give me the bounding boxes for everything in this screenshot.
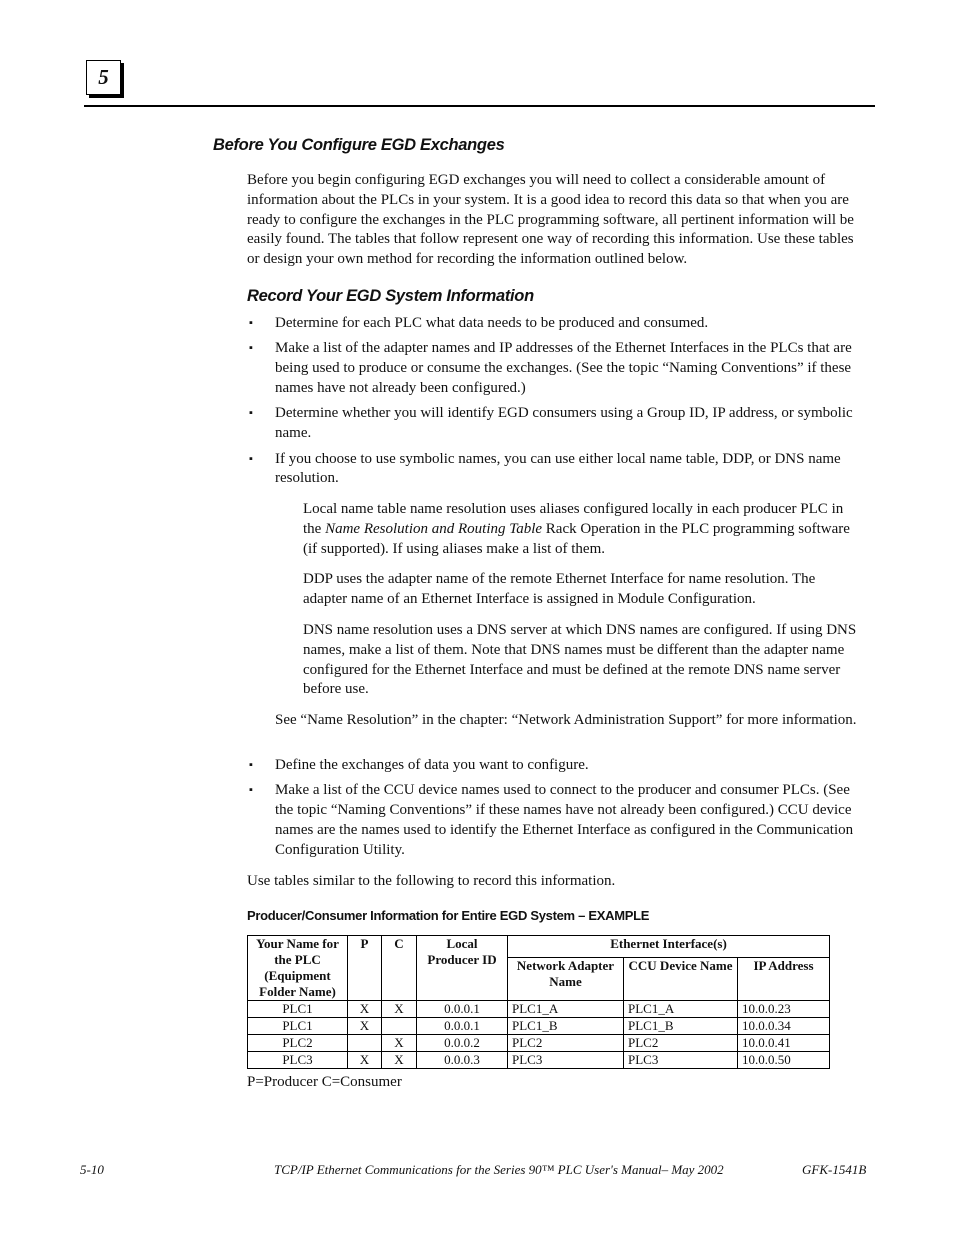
cell-name: PLC2 xyxy=(248,1035,348,1052)
section-heading: Before You Configure EGD Exchanges xyxy=(213,136,505,154)
cell-ccu: PLC1_A xyxy=(624,1001,738,1018)
cell-id: 0.0.0.1 xyxy=(417,1018,508,1035)
cell-p: X xyxy=(348,1001,382,1018)
cell-p: X xyxy=(348,1018,382,1035)
cell-adapter: PLC1_A xyxy=(508,1001,624,1018)
cell-ip: 10.0.0.23 xyxy=(738,1001,830,1018)
header-network-adapter-name: Network Adapter Name xyxy=(508,958,624,1001)
bullet-list-2 xyxy=(247,756,857,866)
footer-doc-id: GFK-1541B xyxy=(802,1162,867,1177)
table-row xyxy=(248,1001,830,1018)
use-tables-paragraph: Use tables similar to the following to record this information. xyxy=(247,873,616,889)
local-para-italic: Name Resolution and Routing Table xyxy=(325,520,543,537)
producer-consumer-table xyxy=(247,935,830,1069)
table-row xyxy=(248,1018,830,1035)
see-also-paragraph: See “Name Resolution” in the chapter: “Network Administration Support” for more information. xyxy=(275,712,857,728)
cell-p: X xyxy=(348,1052,382,1069)
local-para-text-2: Rack Operation in the PLC programming software (if supported). If using aliases make a list of them. xyxy=(303,520,850,557)
list-item: ▪ Define the exchanges of data you want to configure. xyxy=(247,756,857,776)
header-c: C xyxy=(382,936,417,1001)
cell-name: PLC1 xyxy=(248,1018,348,1035)
header-ethernet-interfaces: Ethernet Interface(s) xyxy=(508,936,830,958)
header-p: P xyxy=(348,936,382,1001)
table-legend: P=Producer C=Consumer xyxy=(247,1074,402,1090)
cell-c: X xyxy=(382,1052,417,1069)
chapter-number: 5 xyxy=(98,65,109,89)
header-ip-address: IP Address xyxy=(738,958,830,1001)
list-item: ▪ Make a list of the CCU device names used to connect to the producer and consumer PLCs. (See the topic “Naming Conventions” if these names have not already been configured.) CCU device names are the names used to identify the Ethernet Interface as configured in the Communication Configuration Utility. xyxy=(247,781,857,860)
cell-name: PLC1 xyxy=(248,1001,348,1018)
cell-ccu: PLC3 xyxy=(624,1052,738,1069)
local-name-table-paragraph xyxy=(303,500,859,559)
header-ccu-device-name: CCU Device Name xyxy=(624,958,738,1001)
local-para-text: Local name table name resolution uses aliases configured locally in each producer PLC in the xyxy=(303,501,844,537)
bullet-list-1 xyxy=(247,314,857,495)
cell-ccu: PLC1_B xyxy=(624,1018,738,1035)
list-item: ▪ Determine whether you will identify EGD consumers using a Group ID, IP address, or symbolic name. xyxy=(247,404,857,444)
cell-ip: 10.0.0.50 xyxy=(738,1052,830,1069)
cell-id: 0.0.0.2 xyxy=(417,1035,508,1052)
header-rule xyxy=(84,105,875,107)
cell-p xyxy=(348,1035,382,1052)
dns-paragraph: DNS name resolution uses a DNS server at which DNS names are configured. If using DNS names, make a list of them. Note that DNS names must be different than the adapter name configured for the Ethernet Interface and must be defined at the remote DNS name server before use. xyxy=(303,622,857,698)
cell-c: X xyxy=(382,1035,417,1052)
table-row xyxy=(248,1035,830,1052)
cell-adapter: PLC1_B xyxy=(508,1018,624,1035)
table-row xyxy=(248,1052,830,1069)
ddp-paragraph: DDP uses the adapter name of the remote Ethernet Interface for name resolution. The adapter name of an Ethernet Interface is assigned in Module Configuration. xyxy=(303,571,816,607)
cell-ccu: PLC2 xyxy=(624,1035,738,1052)
header-local-producer-id: Local Producer ID xyxy=(417,936,508,1001)
list-item: ▪ Determine for each PLC what data needs to be produced and consumed. xyxy=(247,314,857,334)
cell-ip: 10.0.0.34 xyxy=(738,1018,830,1035)
cell-name: PLC3 xyxy=(248,1052,348,1069)
footer-page-number: 5-10 xyxy=(80,1162,104,1177)
cell-c xyxy=(382,1018,417,1035)
cell-id: 0.0.0.1 xyxy=(417,1001,508,1018)
list-item: ▪ If you choose to use symbolic names, you can use either local name table, DDP, or DNS name resolution. xyxy=(247,450,857,490)
cell-id: 0.0.0.3 xyxy=(417,1052,508,1069)
table-caption: Producer/Consumer Information for Entire EGD System – EXAMPLE xyxy=(247,908,650,923)
subsection-heading: Record Your EGD System Information xyxy=(247,287,534,305)
cell-ip: 10.0.0.41 xyxy=(738,1035,830,1052)
list-item: ▪ Make a list of the adapter names and IP addresses of the Ethernet Interfaces in the PLCs that are being used to produce or consume the exchanges. (See the topic “Naming Conventions” if these names have not already been configured.) xyxy=(247,339,857,398)
intro-paragraph: Before you begin configuring EGD exchanges you will need to collect a considerable amount of information about the PLCs in your system. It is a good idea to record this data so that when you are ready to configure the exchanges in the PLC programming software, all pertinent information will be easily found. The tables that follow represent one way of recording this information. Use these tables or design your own method for recording the information outlined below. xyxy=(247,172,854,268)
cell-c: X xyxy=(382,1001,417,1018)
cell-adapter: PLC3 xyxy=(508,1052,624,1069)
cell-adapter: PLC2 xyxy=(508,1035,624,1052)
header-your-name: Your Name for the PLC (Equipment Folder Name) xyxy=(248,936,348,1001)
chapter-number-box xyxy=(86,60,121,95)
footer-title: TCP/IP Ethernet Communications for the Series 90™ PLC User's Manual– May 2002 xyxy=(274,1162,724,1177)
